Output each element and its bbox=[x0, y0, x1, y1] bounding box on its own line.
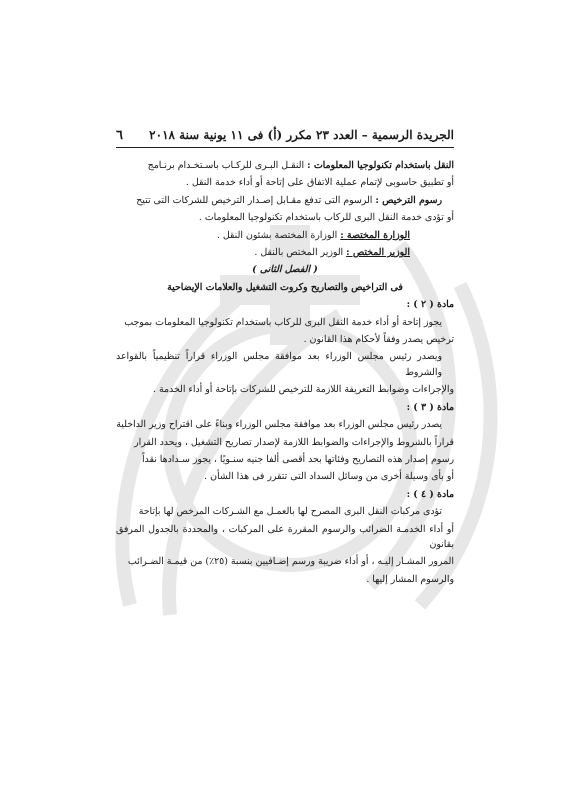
definition-text: الرسوم التى تدفع مقـابل إصـدار الترخيص للشركات التى تتيح bbox=[136, 194, 373, 206]
article-4-line: تؤدى مركبات النقل البرى المصرح لها بالعمـل مع الشـركات المرخص لها بإتاحة bbox=[138, 506, 442, 518]
article-4-heading: مادة ( ٤ ) : bbox=[406, 488, 454, 500]
article-3-line: أو بأى وسيلة أخرى من وسائل السداد التى تتقرر فى هذا الشأن . bbox=[204, 471, 454, 483]
definition-term: النقل باستخدام تكنولوجيا المعلومات : bbox=[307, 160, 454, 171]
definition-1-continued: أو تطبيق حاسوبى لإتمام عملية الاتفاق على إتاحة أو أداء خدمة النقل . bbox=[185, 177, 454, 189]
article-3-line: رسوم إصدار هذه التصاريح وفئاتها بحد أقصى ألفا جنيه سنـويًا ، يجوز سـدادها نقداً bbox=[141, 453, 454, 465]
definition-4 bbox=[116, 245, 454, 260]
page-number: ٦ bbox=[116, 128, 123, 143]
article-3-line: قراراً بالشروط والإجراءات والضوابط اللازمة لإصدار تصاريح التشغيل ، ويحدد القرار bbox=[134, 436, 454, 448]
article-2-line: والإجراءات وضوابط التعريفة اللازمة للترخيص للشركات بإتاحة أو أداء الخدمة . bbox=[153, 384, 454, 396]
article-3-heading: مادة ( ٣ ) : bbox=[406, 401, 454, 413]
document-body bbox=[116, 158, 454, 587]
definition-term: رسوم الترخيص : bbox=[375, 194, 442, 206]
definition-3 bbox=[116, 228, 454, 243]
definition-1 bbox=[116, 158, 454, 173]
article-4-line: والرسوم المشار إليها . bbox=[366, 573, 454, 585]
article-2-line: ويصدر رئيس مجلس الوزراء بعد موافقة مجلس الوزراء قراراً تنظيمياً بالقواعد والشروط bbox=[116, 351, 442, 378]
definition-2 bbox=[116, 193, 454, 208]
page-header bbox=[116, 128, 454, 148]
chapter-subtitle: فى التراخيص والتصاريح وكروت التشغيل والعلامات الإيضاحية bbox=[167, 281, 403, 293]
definition-text: الوزارة المختصة بشئون النقل . bbox=[216, 229, 338, 241]
article-4-line: المرور المشـار إليـه ، أو أداء ضريبة ورسم إضـافيين بنسبة (٢٥٪) من قيمـة الضـرائب bbox=[127, 556, 454, 568]
article-3-line: يصدر رئيس مجلس الوزراء بعد موافقة مجلس الوزراء وبناءً على اقتراح وزير الداخلية bbox=[116, 419, 442, 431]
article-2-heading: مادة ( ٢ ) : bbox=[406, 299, 454, 311]
gazette-page bbox=[116, 128, 454, 589]
header-title: الجريدة الرسمية – العدد ٢٣ مكرر (أ) فى ١١ يونية سنة ٢٠١٨ bbox=[149, 128, 454, 142]
definition-term: الوزير المختص : bbox=[346, 247, 410, 259]
chapter-title: ( الفصل الثانى ) bbox=[252, 264, 318, 276]
definition-term: الوزارة المختصة : bbox=[340, 229, 410, 241]
definition-text: الوزير المختص بالنقل . bbox=[254, 247, 344, 259]
article-2-line: يجوز إتاحة أو أداء خدمة النقل البرى للركاب باستخدام تكنولوجيا المعلومات بموجب bbox=[124, 316, 442, 328]
article-2-line: ترخيص يصدر وفقاً لأحكام هذا القانون . bbox=[303, 334, 454, 346]
definition-text: النقـل البـرى للركـاب باسـتخـدام برنـامج bbox=[147, 160, 305, 171]
definition-2-continued: أو تؤدى خدمة النقل البرى للركاب باستخدام تكنولوجيا المعلومات . bbox=[198, 212, 454, 224]
article-4-line: أو أداء الخدمـة الضرائب والرسوم المقررة على المركبات ، والمحددة بالجدول المرفق بقانون bbox=[116, 523, 454, 550]
